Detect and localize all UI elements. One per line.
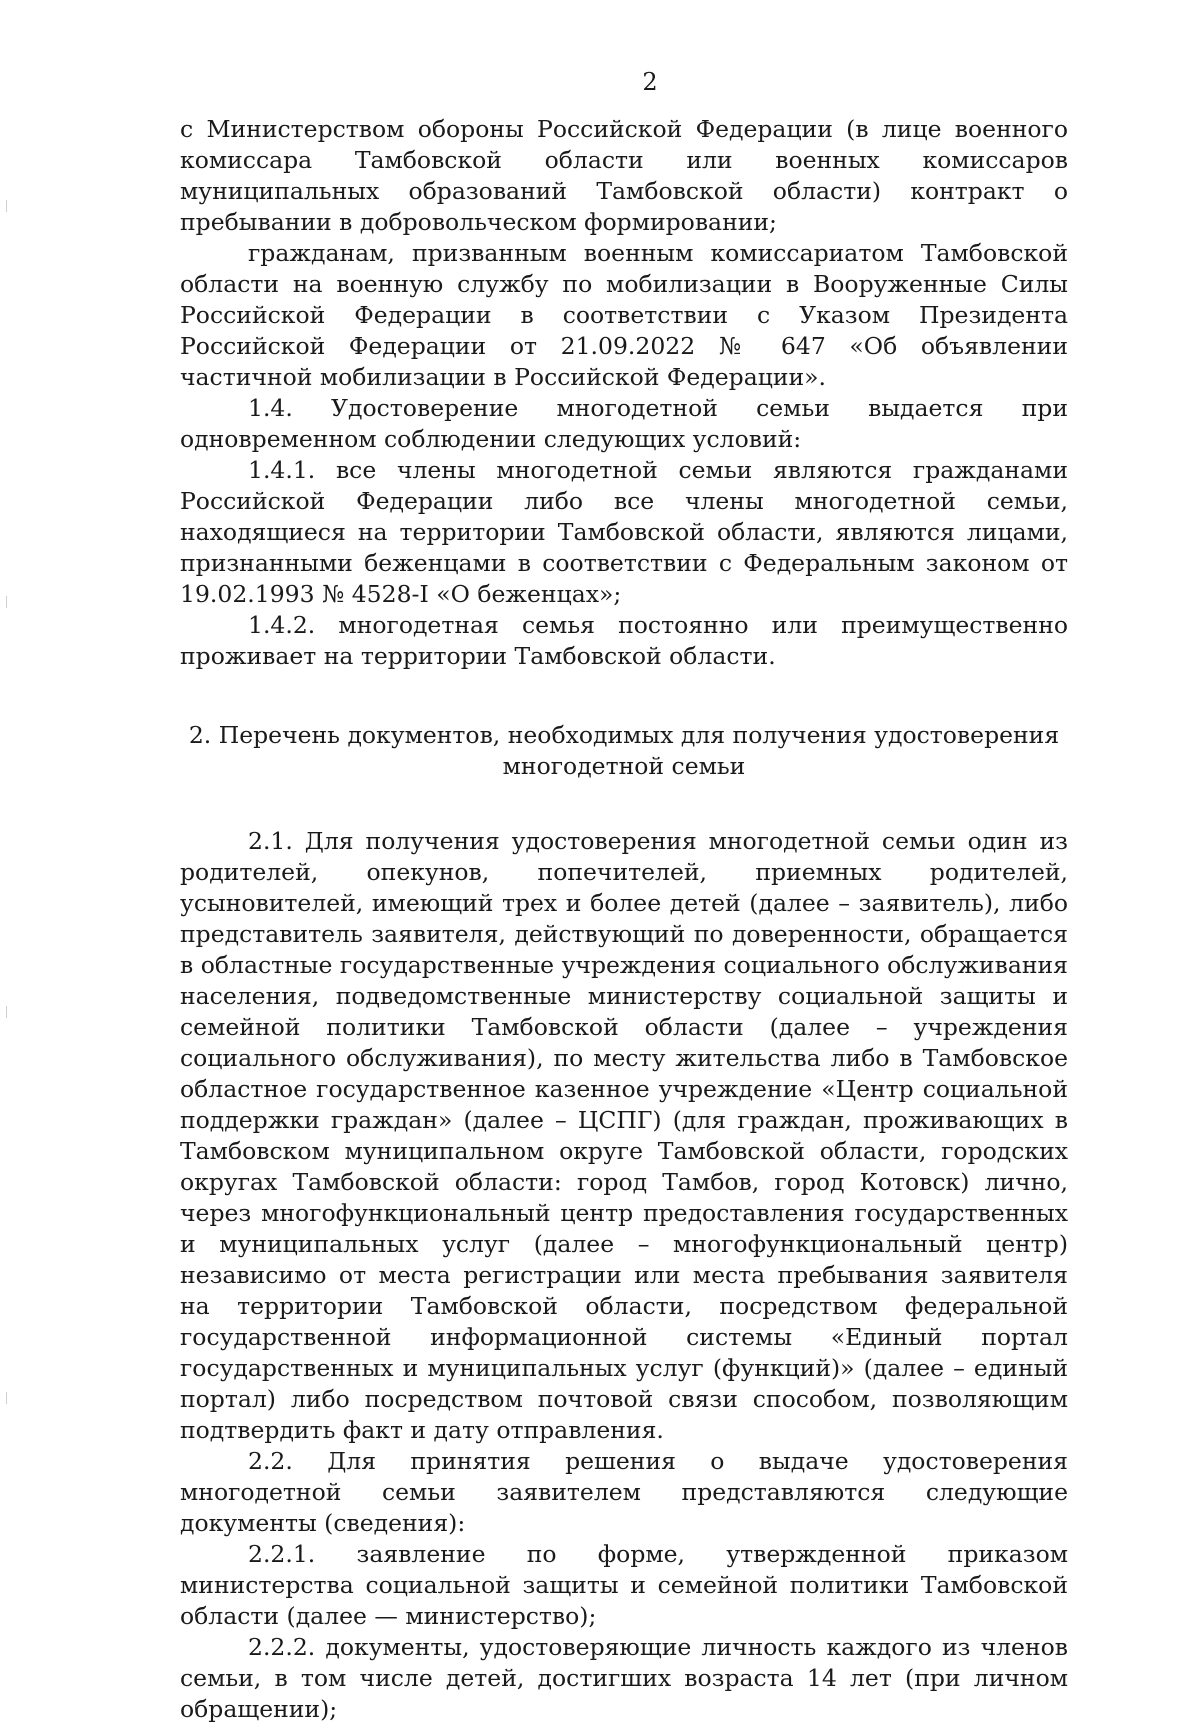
section-heading-line2: многодетной семьи xyxy=(502,752,746,780)
paragraph-1-4: 1.4. Удостоверение многодетной семьи выдается при одновременном соблюдении следующих условий: xyxy=(180,394,1068,453)
scan-margin-mark xyxy=(6,200,7,212)
scan-margin-mark xyxy=(6,596,7,608)
section-heading-line1: 2. Перечень документов, необходимых для получения удостоверения xyxy=(188,721,1060,749)
scan-margin-mark xyxy=(6,1392,7,1404)
paragraph-1-4-1: 1.4.1. все члены многодетной семьи являются гражданами Российской Федерации либо все члены многодетной семьи, находящиеся на территории Тамбовской области, являются лицами, признанными беженцами в соответствии с Федеральным законом от 19.02.1993 № 4528-I «О беженцах»; xyxy=(180,456,1068,608)
document-body xyxy=(180,114,1068,1725)
scan-margin-mark xyxy=(6,1006,7,1018)
paragraph-2-2-1: 2.2.1. заявление по форме, утвержденной приказом министерства социальной защиты и семейной политики Тамбовской области (далее — министерство); xyxy=(180,1540,1068,1630)
paragraph-2-1: 2.1. Для получения удостоверения многодетной семьи один из родителей, опекунов, попечителей, приемных родителей, усыновителей, имеющий трех и более детей (далее – заявитель), либо представитель заявителя, действующий по доверенности, обращается в областные государственные учреждения социального обслуживания населения, подведомственные министерству социальной защиты и семейной политики Тамбовской области (далее – учреждения социального обслуживания), по месту жительства либо в Тамбовское областное государственное казенное учреждение «Центр социальной поддержки граждан» (далее – ЦСПГ) (для граждан, проживающих в Тамбовском муниципальном округе Тамбовской области, городских округах Тамбовской области: город Тамбов, город Котовск) лично, через многофункциональный центр предоставления государственных и муниципальных услуг (далее – многофункциональный центр) независимо от места регистрации или места пребывания заявителя на территории Тамбовской области, посредством федеральной государственной информационной системы «Единый портал государственных и муниципальных услуг (функций)» (далее – единый портал) либо посредством почтовой связи способом, позволяющим подтвердить факт и дату отправления. xyxy=(180,827,1068,1444)
paragraph-contract-continuation: с Министерством обороны Российской Федерации (в лице военного комиссара Тамбовской области или военных комиссаров муниципальных образований Тамбовской области) контракт о пребывании в добровольческом формировании; xyxy=(180,115,1068,236)
page-number: 2 xyxy=(642,68,658,96)
paragraph-2-2: 2.2. Для принятия решения о выдаче удостоверения многодетной семьи заявителем представляются следующие документы (сведения): xyxy=(180,1447,1068,1537)
section-heading xyxy=(180,720,1068,782)
paragraph-2-2-2: 2.2.2. документы, удостоверяющие личность каждого из членов семьи, в том числе детей, достигших возраста 14 лет (при личном обращении); xyxy=(180,1633,1068,1723)
paragraph-mobilized-citizens: гражданам, призванным военным комиссариатом Тамбовской области на военную службу по мобилизации в Вооруженные Силы Российской Федерации в соответствии с Указом Президента Российской Федерации от 21.09.2022 № 647 «Об объявлении частичной мобилизации в Российской Федерации». xyxy=(180,239,1068,391)
paragraph-1-4-2: 1.4.2. многодетная семья постоянно или преимущественно проживает на территории Тамбовской области. xyxy=(180,611,1068,670)
